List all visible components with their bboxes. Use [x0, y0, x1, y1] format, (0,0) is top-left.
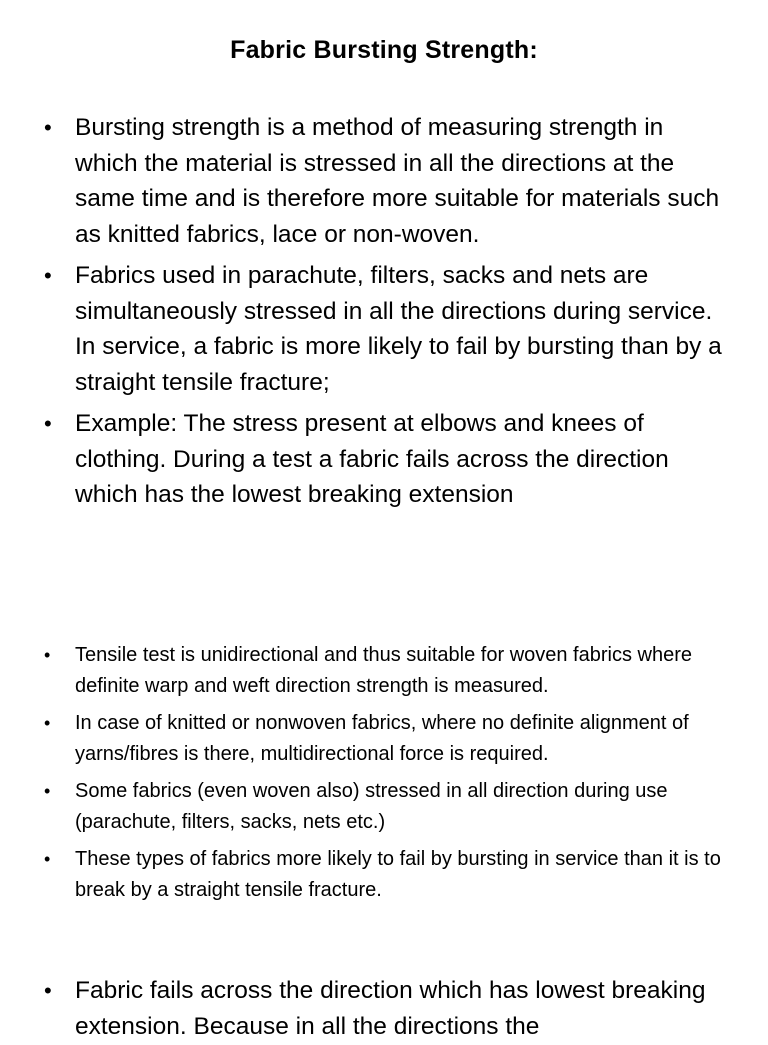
bullet-icon: •: [44, 713, 51, 733]
list-item: [0, 110, 768, 252]
list-item: [0, 708, 768, 769]
list-item-text: Example: The stress present at elbows and knees of clothing. During a test a fabric fails across the direction which has the lowest breaking extension: [75, 410, 669, 508]
bullet-icon: •: [44, 781, 51, 801]
list-item: [0, 640, 768, 701]
bullet-icon: •: [44, 978, 52, 1003]
list-item: [0, 776, 768, 837]
list-item-text: In case of knitted or nonwoven fabrics, where no definite alignment of yarns/fibres is there, multidirectional force is required.: [75, 712, 689, 765]
bullet-icon: •: [44, 411, 52, 436]
bullet-icon: •: [44, 263, 52, 288]
list-item-text: Bursting strength is a method of measuring strength in which the material is stressed in all the directions at the same time and is therefore more suitable for materials such as knitted fabrics, lace or non-woven.: [75, 114, 720, 248]
page-title: Fabric Bursting Strength:: [230, 36, 538, 64]
list-item-text: These types of fabrics more likely to fail by bursting in service than it is to break by a straight tensile fracture.: [75, 848, 721, 901]
list-item: [0, 844, 768, 905]
bullet-list-secondary: [0, 640, 768, 912]
list-item-text: Fabric fails across the direction which has lowest breaking extension. Because in all the directions the: [75, 977, 706, 1040]
bullet-icon: •: [44, 115, 52, 140]
list-item: [0, 406, 768, 513]
list-item-text: Some fabrics (even woven also) stressed in all direction during use (parachute, filters, sacks, nets etc.): [75, 780, 668, 833]
bullet-list-primary: [0, 110, 768, 519]
list-item: [0, 973, 768, 1045]
list-item-text: Tensile test is unidirectional and thus suitable for woven fabrics where definite warp and weft direction strength is measured.: [75, 644, 692, 697]
bullet-icon: •: [44, 849, 51, 869]
list-item-text: Fabrics used in parachute, filters, sacks and nets are simultaneously stressed in all the directions during service. In service, a fabric is more likely to fail by bursting than by a straight tensile fracture;: [75, 262, 722, 396]
bullet-icon: •: [44, 645, 51, 665]
list-item: [0, 258, 768, 400]
bullet-list-tertiary: [0, 973, 768, 1045]
